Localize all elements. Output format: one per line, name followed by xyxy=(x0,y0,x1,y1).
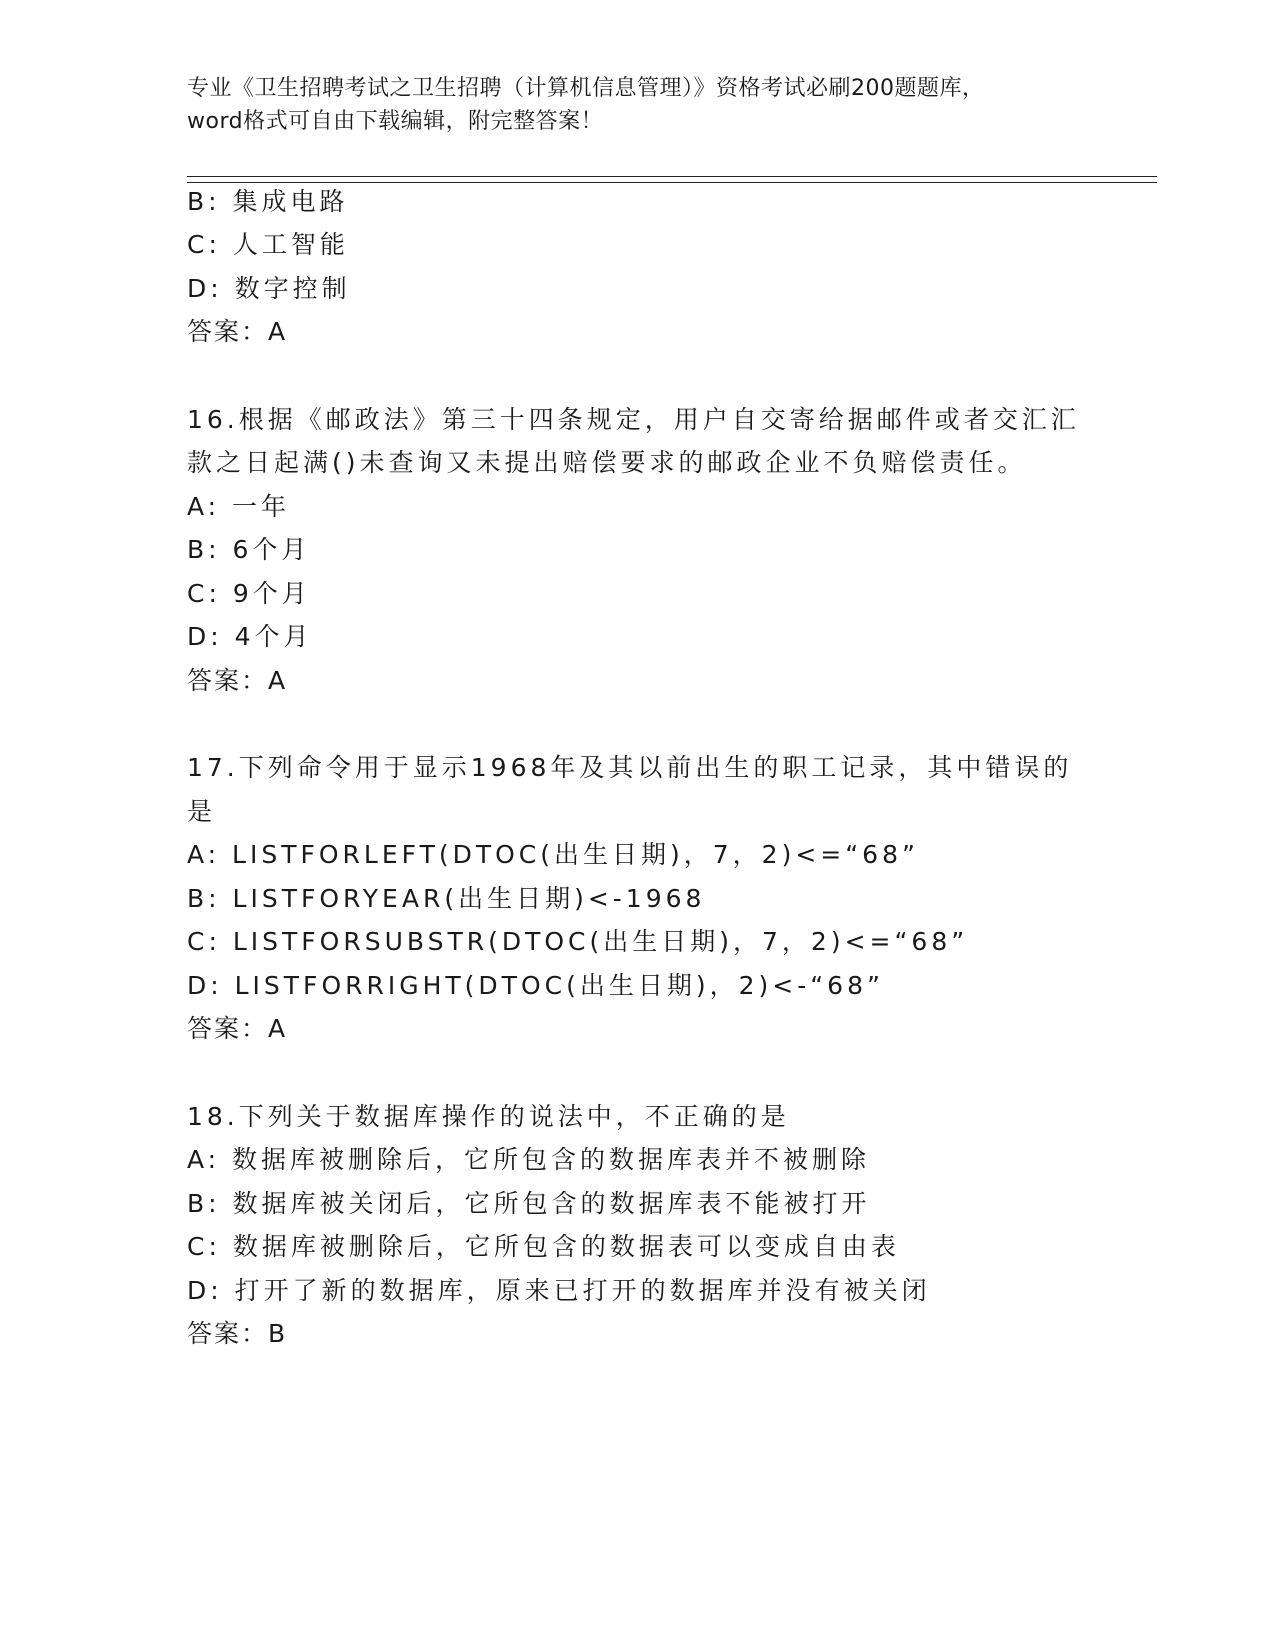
q18-option-b: B: 数据库被关闭后，它所包含的数据库表不能被打开 xyxy=(187,1189,871,1218)
q15-option-c: C: 人工智能 xyxy=(187,230,349,259)
q15-answer: 答案：A xyxy=(187,317,288,346)
q16-answer: 答案：A xyxy=(187,666,288,695)
q18-option-d: D: 打开了新的数据库，原来已打开的数据库并没有被关闭 xyxy=(187,1276,931,1305)
q16-option-a: A: 一年 xyxy=(187,492,291,521)
q15-option-d: D: 数字控制 xyxy=(187,274,351,303)
q17-option-c: C: LISTFORSUBSTR(DTOC(出生日期)，7，2)<=“68” xyxy=(187,927,969,956)
q17-stem-line-2: 是 xyxy=(187,797,217,826)
q18-answer: 答案：B xyxy=(187,1319,288,1348)
header-divider xyxy=(187,176,1157,183)
q16-option-c: C: 9个月 xyxy=(187,579,311,608)
q16-stem-line-1: 16.根据《邮政法》第三十四条规定，用户自交寄给据邮件或者交汇汇 xyxy=(187,405,1080,434)
q18-option-a: A: 数据库被删除后，它所包含的数据库表并不被删除 xyxy=(187,1145,871,1174)
q18-stem-line-1: 18.下列关于数据库操作的说法中，不正确的是 xyxy=(187,1102,790,1131)
header-title-line-2: word格式可自由下载编辑，附完整答案！ xyxy=(187,109,604,134)
document-header xyxy=(187,72,1087,138)
q17-stem-line-1: 17.下列命令用于显示1968年及其以前出生的职工记录，其中错误的 xyxy=(187,753,1073,782)
q18-option-c: C: 数据库被删除后，它所包含的数据表可以变成自由表 xyxy=(187,1232,900,1261)
q17-option-a: A: LISTFORLEFT(DTOC(出生日期)，7，2)<=“68” xyxy=(187,840,919,869)
q17-option-b: B: LISTFORYEAR(出生日期)<-1968 xyxy=(187,884,706,913)
q16-option-b: B: 6个月 xyxy=(187,535,311,564)
q16-stem-line-2: 款之日起满()未查询又未提出赔偿要求的邮政企业不负赔偿责任。 xyxy=(187,448,1027,477)
q17-option-d: D: LISTFORRIGHT(DTOC(出生日期)，2)<-“68” xyxy=(187,971,884,1000)
q17-answer: 答案：A xyxy=(187,1014,288,1043)
q16-option-d: D: 4个月 xyxy=(187,622,313,651)
q15-option-b: B: 集成电路 xyxy=(187,187,349,216)
header-title-line-1: 专业《卫生招聘考试之卫生招聘（计算机信息管理）》资格考试必刷200题题库， xyxy=(187,76,985,101)
